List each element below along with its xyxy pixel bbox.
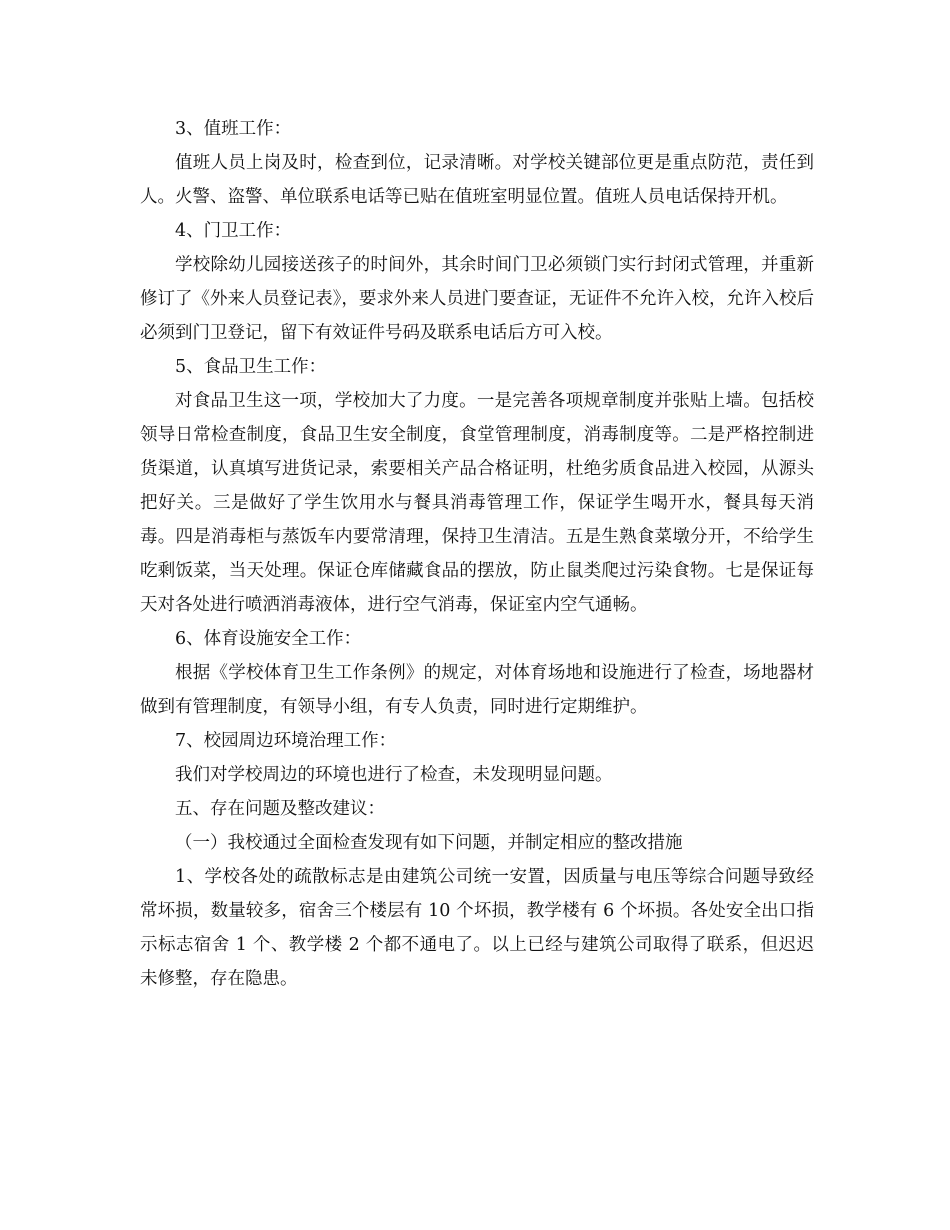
paragraph-gate: 学校除幼儿园接送孩子的时间外，其余时间门卫必须锁门实行封闭式管理，并重新修订了《外来人员登记表》，要求外来人员进门要查证，无证件不允许入校，允许入校后必须到门卫登记，留下有效证件号码及联系电话后方可入校。	[140, 255, 814, 343]
section-heading-environment: 7、校园周边环境治理工作：	[175, 731, 397, 751]
section-heading-sports: 6、体育设施安全工作：	[175, 629, 362, 649]
subsection-heading-problems: （一）我校通过全面检查发现有如下问题，并制定相应的整改措施	[175, 833, 683, 853]
section-heading-problems: 五、存在问题及整改建议：	[175, 799, 385, 819]
section-heading-gate: 4、门卫工作：	[175, 221, 292, 241]
paragraph-environment: 我们对学校周边的环境也进行了检查，未发现明显问题。	[175, 765, 613, 785]
section-heading-food: 5、食品卫生工作：	[175, 357, 327, 377]
paragraph-food: 对食品卫生这一项，学校加大了力度。一是完善各项规章制度并张贴上墙。包括校领导日常检查制度，食品卫生安全制度，食堂管理制度，消毒制度等。二是严格控制进货渠道，认真填写进货记录，索要相关产品合格证明，杜绝劣质食品进入校园，从源头把好关。三是做好了学生饮用水与餐具消毒管理工作，保证学生喝开水，餐具每天消毒。四是消毒柜与蒸饭车内要常清理，保持卫生清洁。五是生熟食菜墩分开，不给学生吃剩饭菜，当天处理。保证仓库储藏食品的摆放，防止鼠类爬过污染食物。七是保证每天对各处进行喷洒消毒液体，进行空气消毒，保证室内空气通畅。	[140, 391, 814, 615]
paragraph-sports: 根据《学校体育卫生工作条例》的规定，对体育场地和设施进行了检查，场地器材做到有管理制度，有领导小组，有专人负责，同时进行定期维护。	[140, 663, 814, 717]
paragraph-duty: 值班人员上岗及时，检查到位，记录清晰。对学校关键部位更是重点防范，责任到人。火警、盗警、单位联系电话等已贴在值班室明显位置。值班人员电话保持开机。	[140, 153, 814, 207]
section-heading-duty: 3、值班工作：	[175, 119, 292, 139]
document-page	[140, 112, 814, 996]
paragraph-problem-1: 1、学校各处的疏散标志是由建筑公司统一安置，因质量与电压等综合问题导致经常坏损，数量较多，宿舍三个楼层有 10 个坏损，教学楼有 6 个坏损。各处安全出口指示标志宿舍 1 个、教学楼 2 个都不通电了。以上已经与建筑公司取得了联系，但迟迟未修整，存在隐患。	[140, 867, 814, 989]
